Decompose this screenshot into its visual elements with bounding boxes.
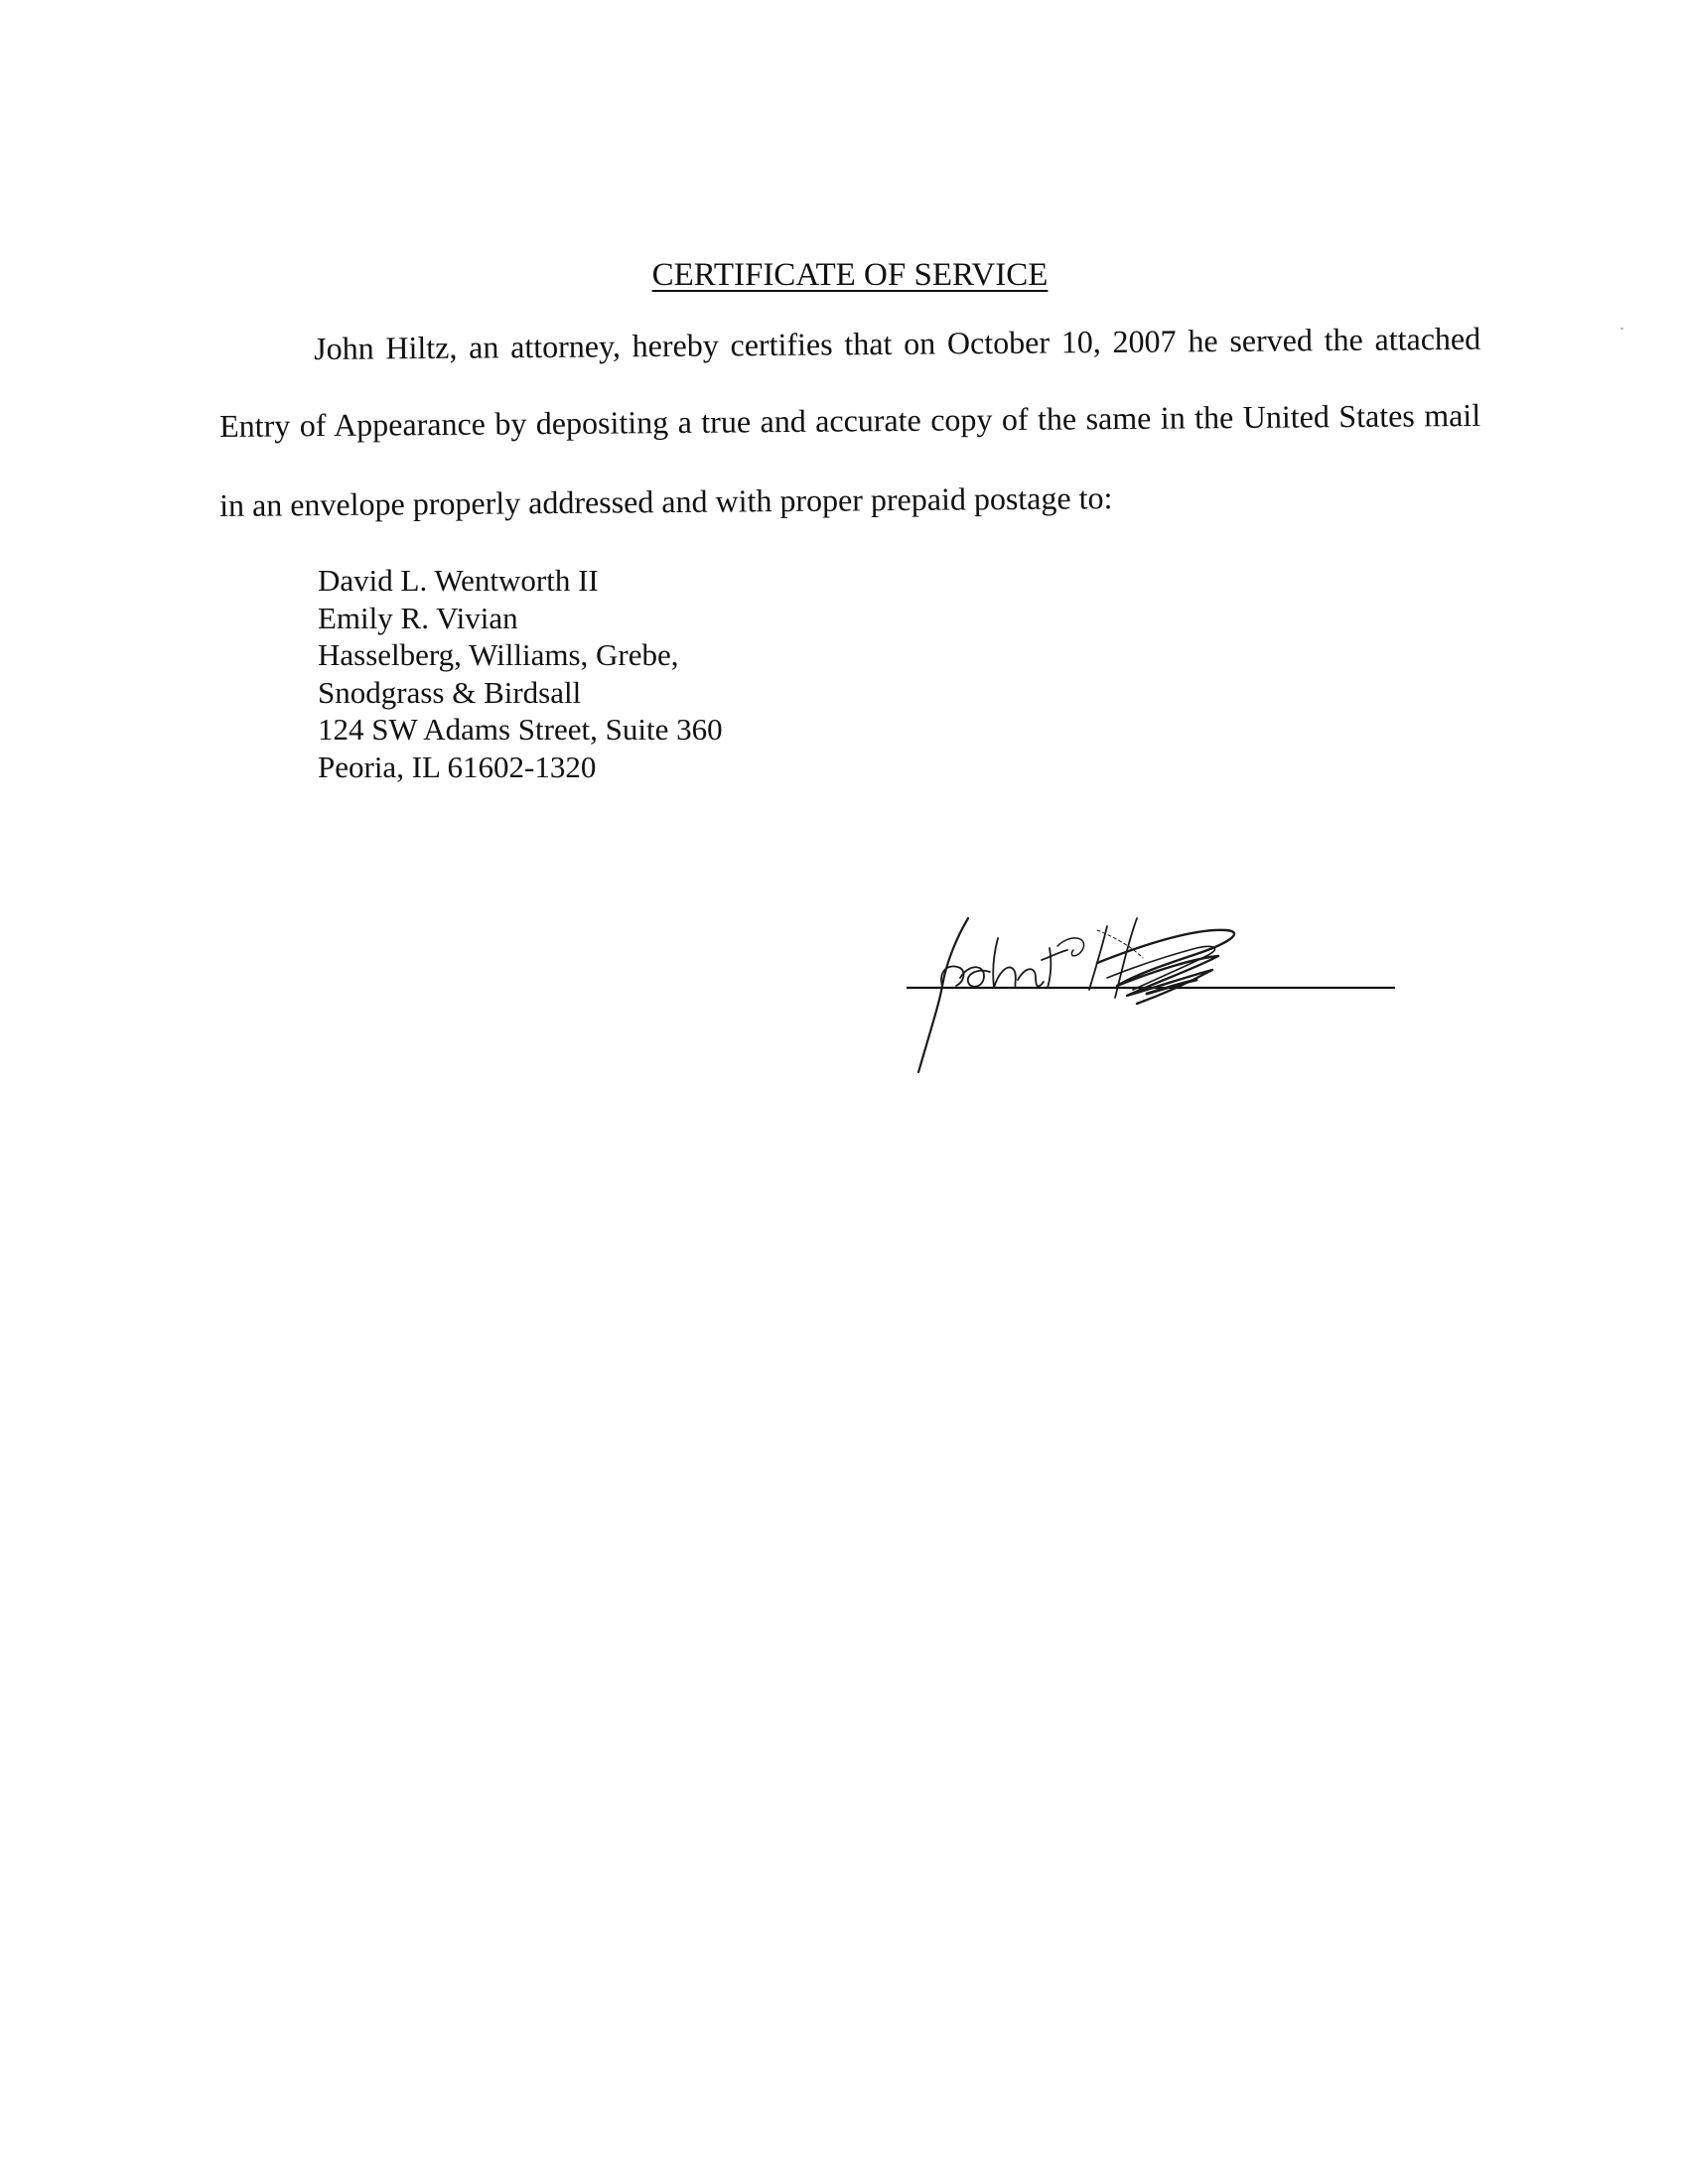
address-line-6: Peoria, IL 61602-1320 xyxy=(318,749,597,784)
address-line-5: 124 SW Adams Street, Suite 360 xyxy=(318,712,723,747)
scan-speck xyxy=(1620,328,1623,330)
body-line-3: in an envelope properly addressed and with proper prepaid postage to: xyxy=(219,479,1113,523)
body-line-1: John Hiltz, an attorney, hereby certifies that on October 10, 2007 he served the attached xyxy=(314,320,1481,366)
address-line-2: Emily R. Vivian xyxy=(318,600,518,635)
certificate-title-text: CERTIFICATE OF SERVICE xyxy=(651,257,1049,293)
address-line-4: Snodgrass & Birdsall xyxy=(318,674,582,710)
address-line-3: Hasselberg, Williams, Grebe, xyxy=(318,637,679,672)
service-address-block xyxy=(318,562,723,785)
signature xyxy=(899,908,1415,1087)
address-line-1: David L. Wentworth II xyxy=(318,563,599,598)
certificate-title xyxy=(0,256,1684,296)
signature-scribble xyxy=(918,918,1234,1072)
body-line-2: Entry of Appearance by depositing a true and accurate copy of the same in the United States mail xyxy=(219,396,1481,444)
